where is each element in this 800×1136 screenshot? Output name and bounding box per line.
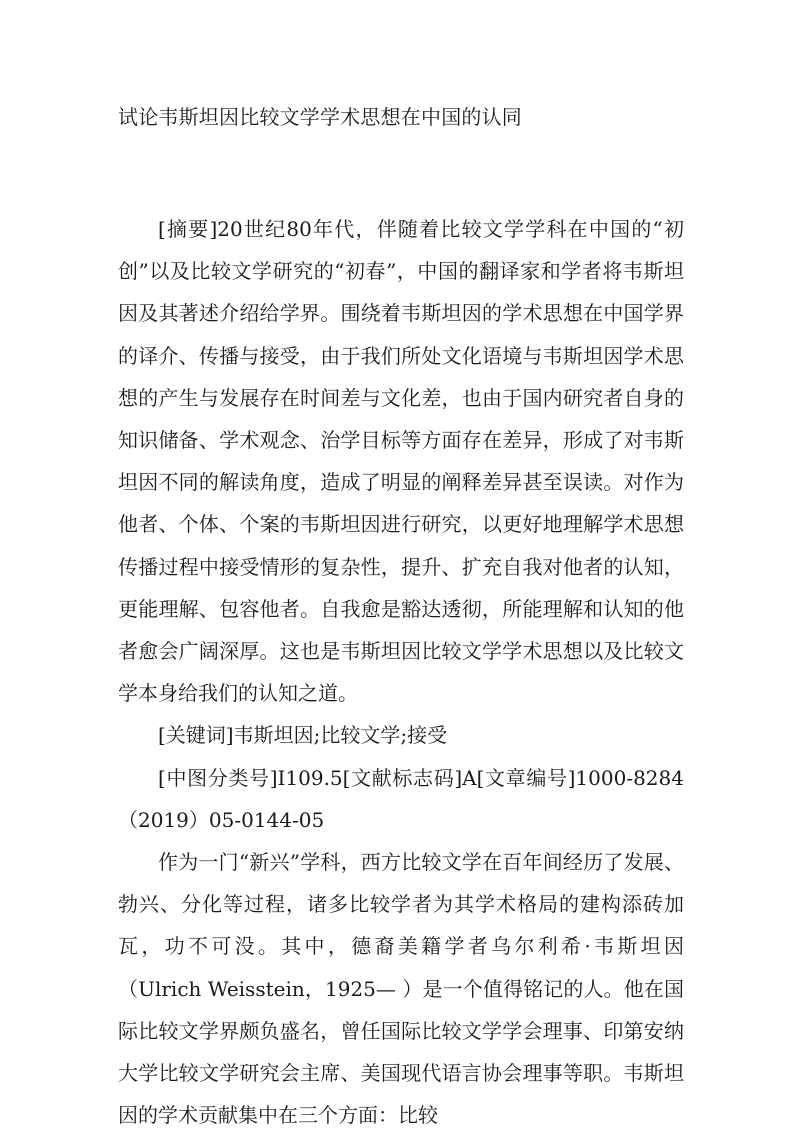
paper-title: 试论韦斯坦因比较文学学术思想在中国的认同	[118, 105, 522, 129]
abstract-paragraph: [摘要]20世纪80年代，伴随着比较文学学科在中国的“初创”以及比较文学研究的“初春”，中国的翻译家和学者将韦斯坦因及其著述介绍给学界。围绕着韦斯坦因的学术思想在中国学界的译介、传播与接受，由于我们所处文化语境与韦斯坦因学术思想的产生与发展存在时间差与文化差，也由于国内研究者自身的知识储备、学术观念、治学目标等方面存在差异，形成了对韦斯坦因不同的解读角度，造成了明显的阐释差异甚至误读。对作为他者、个体、个案的韦斯坦因进行研究，以更好地理解学术思想传播过程中接受情形的复杂性，提升、扩充自我对他者的认知，更能理解、包容他者。自我愈是豁达透彻，所能理解和认知的他者愈会广阔深厚。这也是韦斯坦因比较文学学术思想以及比较文学本身给我们的认知之道。	[118, 217, 684, 706]
paper-body	[118, 208, 684, 1136]
intro-paragraph: 作为一门“新兴”学科，西方比较文学在百年间经历了发展、勃兴、分化等过程，诸多比较学者为其学术格局的建构添砖加瓦，功不可没。其中，德裔美籍学者乌尔利希·韦斯坦因（Ulrich Weisstein，1925— ）是一个值得铭记的人。他在国际比较文学界颇负盛名，曾任国际比较文学学会理事、印第安纳大学比较文学研究会主席、美国现代语言协会理事等职。韦斯坦因的学术贡献集中在三个方面：比较	[118, 850, 684, 1128]
keywords-paragraph: [关键词]韦斯坦因;比较文学;接受	[158, 723, 448, 748]
classification-paragraph: [中图分类号]I109.5[文献标志码]A[文章编号]1000-8284（2019）05-0144-05	[118, 765, 684, 832]
